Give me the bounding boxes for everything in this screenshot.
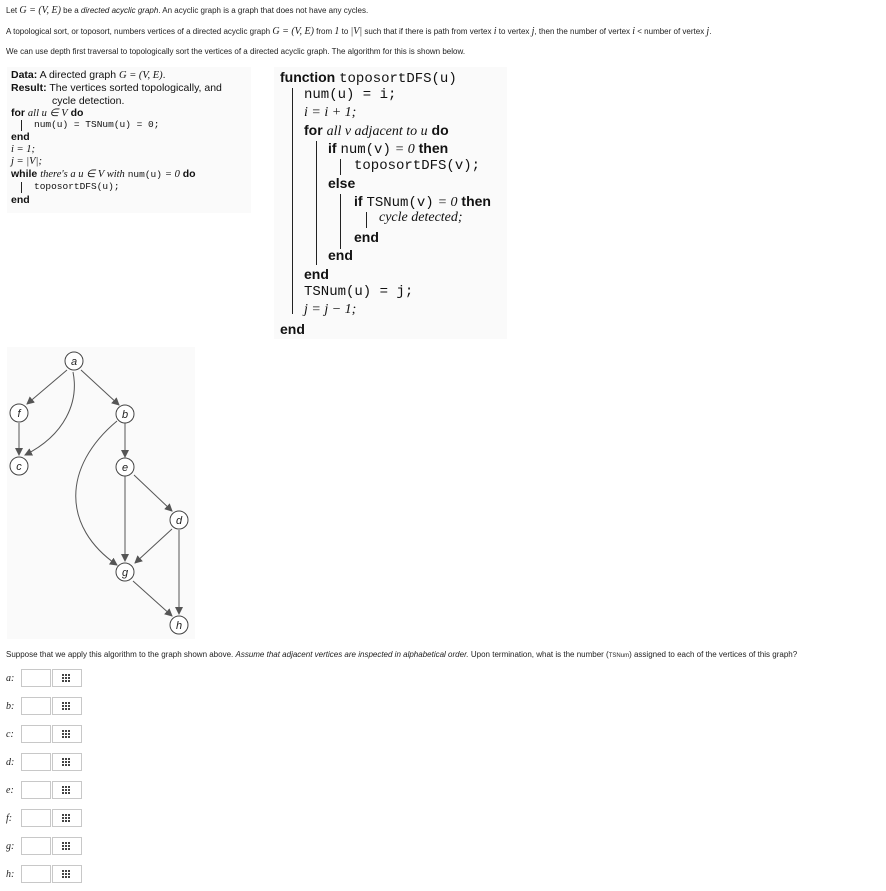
intro-text: , then the number of vertex [534,27,633,36]
algorithm-toposortdfs [274,67,507,339]
question-text [6,650,797,659]
math-expr: i [632,26,636,37]
math-expr: = 0 [164,169,180,180]
question-part: TSNum [608,653,630,659]
math-expr: |V| [350,26,363,37]
node-label: b [121,409,129,421]
keyword: then [461,193,491,209]
grid-icon [62,870,72,878]
question-emphasis: Assume that adjacent vertices are inspected in alphabetical order. [235,650,469,659]
keyword: for [304,122,323,138]
edge-e-d [134,475,172,511]
answer-label: b: [6,701,15,712]
line-tsnum-assign: TSNum(u) = j; [304,284,414,300]
algo-text: . [162,69,166,81]
line-if-tsnum [354,193,491,211]
grid-icon [62,758,72,766]
line-j-dec: j = j − 1; [304,302,357,317]
answer-input[interactable] [21,837,51,855]
symbol-picker-button[interactable] [52,697,82,715]
symbol-picker-button[interactable] [52,753,82,771]
answer-label: f: [6,813,13,824]
node-label: e [121,462,129,474]
block-bar [292,88,293,314]
line-cycle-detected: cycle detected; [379,210,463,225]
symbol-picker-button[interactable] [52,809,82,827]
answer-label: g: [6,841,15,852]
algo-for-line [11,107,83,119]
node-e [116,458,134,476]
line-if [328,140,448,158]
keyword: function [280,69,336,85]
node-b [116,405,134,423]
intro-line-2 [6,26,711,37]
keyword: do [431,122,449,138]
grid-icon [62,730,72,738]
line-end: end [354,229,379,245]
node-label: h [175,620,183,632]
code-expr: num(u) [127,169,162,180]
node-h [170,616,188,634]
math-expr: all v adjacent to u [326,124,428,139]
math-expr: = 0 [437,195,458,210]
line-end: end [328,247,353,263]
keyword: if [354,193,363,209]
algo-end-line: end [11,194,30,206]
algo-result-line [11,82,222,94]
math-expr: = 0 [394,142,415,157]
answer-label: c: [6,729,14,740]
block-bar [21,120,22,131]
node-label: g [121,567,129,579]
answer-label: h: [6,869,15,880]
node-g [116,563,134,581]
node-label: a [70,356,78,368]
edge-a-f [27,370,67,404]
question-part: ) assigned to each of the vertices of this graph? [629,650,798,659]
math-expr: G = (V, E) [19,5,61,16]
intro-text: A topological sort, or toposort, numbers vertices of a directed acyclic graph [6,27,273,36]
math-expr: G = (V, E) [119,70,163,81]
answer-input[interactable] [21,809,51,827]
answer-input[interactable] [21,669,51,687]
algo-j-init: j = |V|; [11,156,42,167]
intro-text: be a [60,6,81,15]
grid-icon [62,786,72,794]
algo-call-line: toposortDFS(u); [34,181,120,192]
answer-label: e: [6,785,14,796]
question-part: Suppose that we apply this algorithm to the graph shown above. [6,650,236,659]
line-i-inc: i = i + 1; [304,105,357,120]
algorithm-main [7,67,251,213]
code-expr: TSNum(v) [366,195,434,211]
answer-input[interactable] [21,753,51,771]
edge-d-g [135,529,172,563]
line-else: else [328,175,356,191]
symbol-picker-button[interactable] [52,781,82,799]
symbol-picker-button[interactable] [52,725,82,743]
symbol-picker-button[interactable] [52,837,82,855]
block-bar [340,194,341,249]
line-num-assign: num(u) = i; [304,87,397,103]
math-expr: i [493,26,497,37]
question-part: Upon termination, what is the number ( [468,650,609,659]
intro-line-1 [6,5,368,16]
block-bar [366,212,367,228]
algo-data-line [11,69,166,81]
intro-text: < number of vertex [635,27,707,36]
answer-input[interactable] [21,725,51,743]
grid-icon [62,702,72,710]
func-header [280,69,457,87]
math-expr: j [531,26,535,37]
keyword: Result: [11,82,47,94]
math-expr: there's a u ∈ V with [40,169,125,180]
keyword: while [11,168,38,180]
algo-text: A directed graph [39,69,119,81]
symbol-picker-button[interactable] [52,865,82,883]
keyword: if [328,140,337,156]
intro-text: to vertex [496,27,532,36]
answer-input[interactable] [21,865,51,883]
algo-while-line [11,168,196,180]
node-label: d [175,515,183,527]
intro-text: such that if there is path from vertex [362,27,494,36]
line-recursive-call: toposortDFS(v); [354,158,481,174]
intro-text: from [313,27,335,36]
intro-text: Let [6,6,20,15]
keyword: Data: [11,69,38,81]
algo-init-line: num(u) = TSNum(u) = 0; [34,119,160,130]
keyword: then [418,140,449,156]
line-end-function: end [280,321,305,337]
edge-g-h [133,581,172,616]
math-expr: all u ∈ V [27,108,68,119]
node-c [10,457,28,475]
node-a [65,352,83,370]
node-label: f [17,408,21,420]
code-expr: toposortDFS(u) [339,71,457,87]
intro-text: . [709,27,712,36]
block-bar [340,159,341,175]
block-bar [316,141,317,265]
algo-text: The vertices sorted topologically, and [49,82,222,94]
grid-icon [62,674,72,682]
edge-a-b [81,370,119,405]
node-d [170,511,188,529]
algo-result-line-2: cycle detection. [52,95,125,107]
symbol-picker-button[interactable] [52,669,82,687]
line-end: end [304,266,329,282]
math-expr: 1 [334,26,340,37]
code-expr: num(v) [340,142,391,158]
math-expr: G = (V, E) [272,26,314,37]
keyword: do [182,168,196,180]
math-expr: j [706,26,710,37]
line-for [304,122,449,140]
algo-i-init: i = 1; [11,144,35,155]
answer-label: d: [6,757,15,768]
node-label: c [16,461,22,473]
answer-input[interactable] [21,781,51,799]
intro-emphasis: directed acyclic graph [80,6,159,15]
grid-icon [62,842,72,850]
algo-end-line: end [11,131,30,143]
intro-text: to [339,27,351,36]
node-f [10,404,28,422]
keyword: for [11,107,25,119]
answer-label: a: [6,673,15,684]
intro-line-3: We can use depth first traversal to topologically sort the vertices of a directed acyclic graph. The algorithm for this is shown below. [6,47,466,56]
answer-input[interactable] [21,697,51,715]
grid-icon [62,814,72,822]
intro-text: . An acyclic graph is a graph that does not have any cycles. [158,6,369,15]
keyword: do [70,107,84,119]
edge-b-g [76,421,117,565]
block-bar [21,182,22,193]
graph-svg [7,347,195,639]
graph-figure [7,347,195,639]
